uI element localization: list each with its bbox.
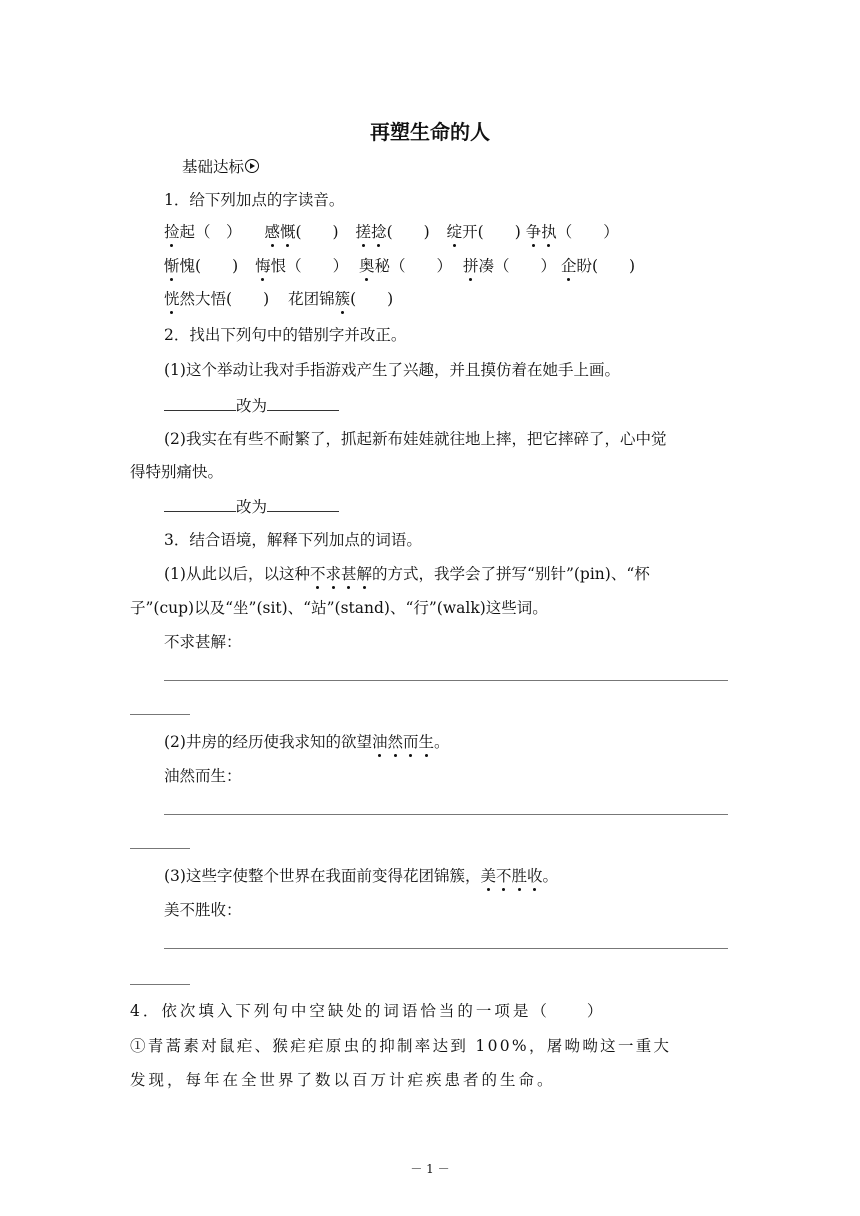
dotted-char: 然 bbox=[387, 733, 403, 751]
q4-sentence-1a: ①青蒿素对鼠疟、猴疟疟原虫的抑制率达到 100%，屠呦呦这一重大 bbox=[130, 1037, 672, 1055]
dotted-char: 不 bbox=[495, 867, 512, 885]
text-segment: 的方式，我学会了拼写“别针”(pin)、“杯 bbox=[372, 565, 650, 583]
fix-label: 改为 bbox=[236, 397, 268, 415]
text-segment: (1)从此以后，以这种 bbox=[164, 565, 310, 583]
q2-sentence-2a: (2)我实在有些不耐繁了，抓起新布娃娃就往地上摔，把它摔碎了，心中觉 bbox=[164, 430, 667, 448]
dotted-char: 而 bbox=[403, 733, 419, 751]
section-label bbox=[182, 157, 259, 177]
dotted-term bbox=[480, 867, 542, 885]
fix-label: 改为 bbox=[236, 498, 268, 516]
dotted-char: 企 bbox=[560, 257, 577, 275]
q4-sentence-1b: 发现，每年在全世界了数以百万计疟疾患者的生命。 bbox=[130, 1071, 556, 1089]
dotted-char: 不 bbox=[309, 565, 326, 583]
text-segment: 开( ) bbox=[462, 223, 521, 241]
q3-term-2: 油然而生： bbox=[164, 767, 242, 785]
text-segment: 恨（ ） bbox=[270, 257, 349, 275]
text-segment: 秘（ ） bbox=[374, 257, 453, 275]
text-segment: 盼( ) bbox=[576, 257, 636, 275]
circle-arrow-icon bbox=[245, 159, 259, 173]
text-segment: 花团锦 bbox=[288, 290, 335, 308]
dotted-char: 恍 bbox=[164, 290, 180, 308]
dotted-char: 惭 bbox=[164, 257, 180, 275]
q3-term-3: 美不胜收： bbox=[164, 901, 242, 919]
text-segment: ( ) bbox=[295, 223, 339, 241]
q2-answer-line-2 bbox=[164, 497, 339, 517]
answer-blank[interactable] bbox=[164, 497, 236, 512]
text-segment: 然大悟( ) bbox=[179, 290, 270, 308]
q2-sentence-2b: 得特别痛快。 bbox=[130, 463, 224, 481]
text-segment: (3)这些字使整个世界在我面前变得花团锦簇， bbox=[164, 867, 481, 885]
q3-prompt: 3．结合语境，解释下列加点的词语。 bbox=[164, 531, 422, 549]
text-segment: 凑（ ） bbox=[478, 257, 557, 275]
text-segment: 愧( ) bbox=[179, 257, 239, 275]
q4-prompt: 4．依次填入下列句中空缺处的词语恰当的一项是（ ） bbox=[130, 1002, 606, 1020]
dotted-char: 收 bbox=[527, 867, 543, 885]
text-segment: ( ) bbox=[386, 223, 430, 241]
dotted-char: 拼 bbox=[463, 257, 479, 275]
answer-line[interactable] bbox=[164, 948, 728, 949]
q3-term-1: 不求甚解： bbox=[164, 633, 242, 651]
text-segment: (2)井房的经历使我求知的欲望 bbox=[164, 733, 372, 751]
dotted-char: 争 bbox=[525, 223, 542, 241]
dotted-char: 感 bbox=[264, 223, 280, 241]
q2-sentence-1: (1)这个举动让我对手指游戏产生了兴趣，并且摸仿着在她手上画。 bbox=[164, 361, 620, 379]
answer-blank[interactable] bbox=[267, 396, 339, 411]
dotted-char: 绽 bbox=[446, 223, 463, 241]
answer-line-tail[interactable] bbox=[130, 848, 190, 849]
dotted-term bbox=[310, 565, 372, 583]
answer-line[interactable] bbox=[164, 680, 728, 681]
dotted-char: 甚 bbox=[341, 565, 357, 583]
dotted-char: 求 bbox=[325, 565, 341, 583]
dotted-char: 生 bbox=[418, 733, 435, 751]
q3-sentence-2 bbox=[164, 732, 450, 752]
answer-blank[interactable] bbox=[164, 396, 236, 411]
page-number: － 1 － bbox=[410, 1162, 450, 1176]
dotted-char: 奥 bbox=[359, 257, 375, 275]
answer-line-tail[interactable] bbox=[130, 714, 190, 715]
answer-line-tail[interactable] bbox=[130, 984, 190, 985]
dotted-char: 搓 bbox=[355, 223, 372, 241]
q1-row3 bbox=[164, 289, 393, 309]
q1-row1 bbox=[164, 222, 619, 242]
answer-blank[interactable] bbox=[267, 497, 339, 512]
q3-sentence-3 bbox=[164, 866, 558, 886]
text-segment: （ ） bbox=[556, 223, 619, 241]
dotted-char: 执 bbox=[541, 223, 557, 241]
dotted-char: 油 bbox=[371, 733, 388, 751]
text-segment: 。 bbox=[542, 867, 559, 885]
q2-prompt: 2．找出下列句中的错别字并改正。 bbox=[164, 326, 407, 344]
dotted-char: 胜 bbox=[511, 867, 528, 885]
text-segment: 。 bbox=[434, 733, 450, 751]
q2-answer-line-1 bbox=[164, 396, 339, 416]
answer-line[interactable] bbox=[164, 814, 728, 815]
document-title: 再塑生命的人 bbox=[370, 120, 490, 144]
dotted-char: 美 bbox=[480, 867, 496, 885]
dotted-char: 捻 bbox=[371, 223, 387, 241]
q3-sentence-1b: 子”(cup)以及“坐”(sit)、“站”(stand)、“行”(walk)这些词。 bbox=[130, 599, 548, 617]
dotted-char: 簇 bbox=[334, 290, 351, 308]
dotted-char: 解 bbox=[356, 565, 373, 583]
q3-sentence-1a bbox=[164, 564, 650, 584]
q1-row2 bbox=[164, 256, 635, 276]
dotted-term bbox=[372, 733, 434, 751]
section-label-text: 基础达标 bbox=[182, 158, 245, 176]
text-segment: ( ) bbox=[350, 290, 394, 308]
dotted-char: 悔 bbox=[255, 257, 271, 275]
dotted-char: 慨 bbox=[279, 223, 296, 241]
dotted-char: 捡 bbox=[164, 223, 180, 241]
text-segment: 起（ ） bbox=[179, 223, 242, 241]
q1-prompt: 1．给下列加点的字读音。 bbox=[164, 191, 345, 209]
